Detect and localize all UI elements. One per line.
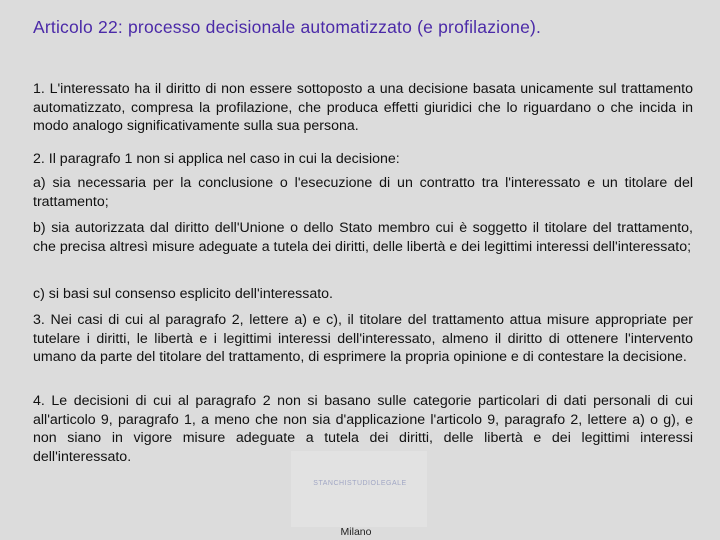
paragraph-1: 1. L'interessato ha il diritto di non essere sottoposto a una decisione basata unicamente sul trattamento automatizzato, compresa la profilazione, che produca effetti giuridici che lo riguardano o che incida in modo analogo significativamente sulla sua persona. [33, 81, 693, 135]
paragraph-3: 3. Nei casi di cui al paragrafo 2, lettere a) e c), il titolare del trattamento attua misure appropriate per tutelare i diritti, le libertà e i legittimi interessi dell'interessato, almeno il diritto di ottenere l'intervento umano da parte del titolare del trattamento, di esprimere la propria opinione e di contestare la decisione. [33, 312, 693, 366]
logo-box [291, 451, 427, 527]
footer-city: Milano [340, 526, 372, 538]
paragraph-2a: a) sia necessaria per la conclusione o l'esecuzione di un contratto tra l'interessato e un titolare del trattamento; [33, 175, 693, 210]
paragraph-4: 4. Le decisioni di cui al paragrafo 2 non si basano sulle categorie particolari di dati personali di cui all'articolo 9, paragrafo 1, a meno che non sia d'applicazione l'articolo 9, paragrafo 2, lettere a) o g), e non siano in vigore misure adeguate a tutela dei diritti, delle libertà e dei legittimi interessi dell'interessato. [33, 393, 693, 465]
paragraph-2c: c) si basi sul consenso esplicito dell'interessato. [33, 286, 334, 302]
firm-logo: STANCHISTUDIOLEGALE [313, 480, 407, 487]
article-title: Articolo 22: processo decisionale automatizzato (e profilazione). [33, 17, 542, 37]
paragraph-2: 2. Il paragrafo 1 non si applica nel caso in cui la decisione: [33, 151, 400, 167]
paragraph-2b: b) sia autorizzata dal diritto dell'Unione o dello Stato membro cui è soggetto il titolare del trattamento, che precisa altresì misure adeguate a tutela dei diritti, delle libertà e dei legittimi interessi dell'interessato; [33, 220, 693, 255]
